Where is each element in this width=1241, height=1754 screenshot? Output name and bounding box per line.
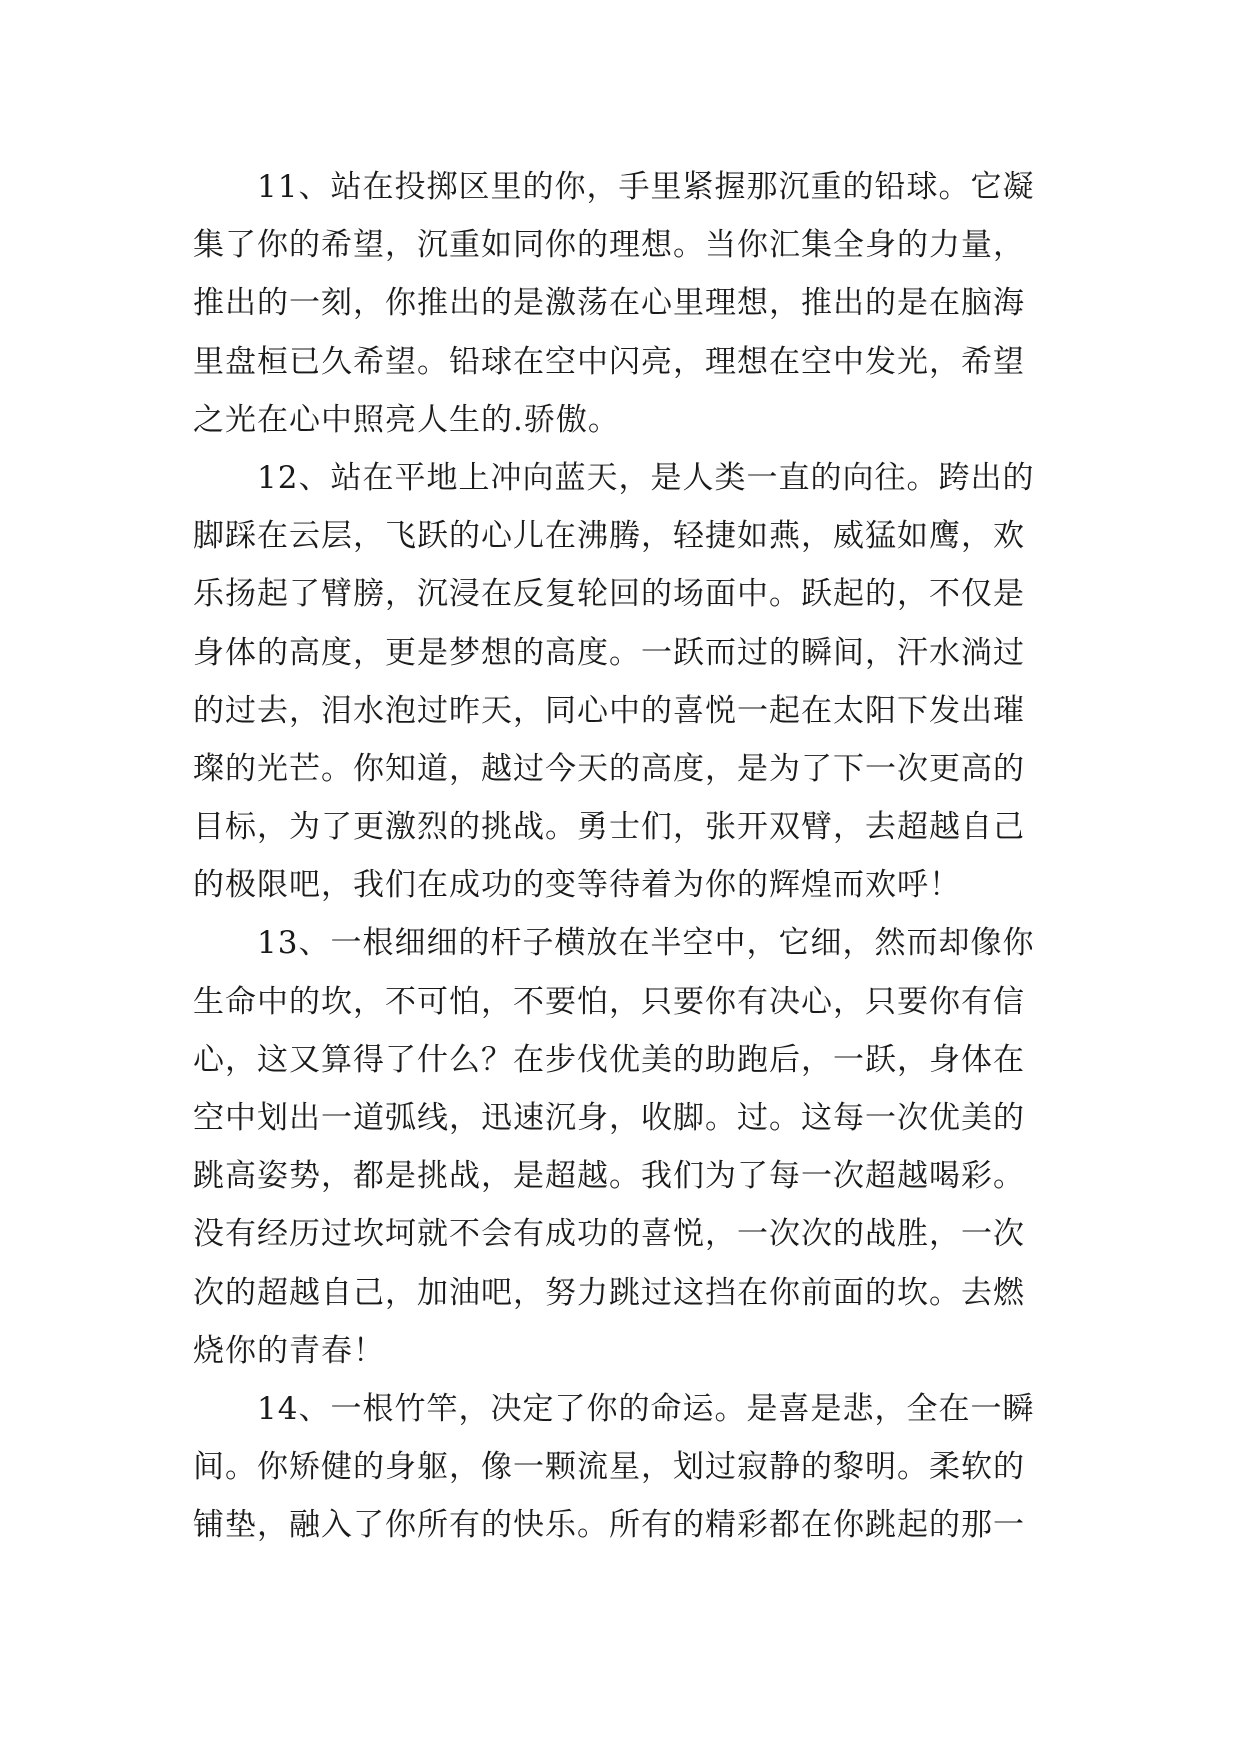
paragraph-11-line-3: 推出的一刻，你推出的是激荡在心里理想，推出的是在脑海 — [193, 285, 1025, 322]
body-text — [193, 158, 1053, 1555]
paragraph-13-line-8: 烧你的青春！ — [193, 1332, 385, 1369]
paragraph-12-line-5: 的过去，泪水泡过昨天，同心中的喜悦一起在太阳下发出璀 — [193, 692, 1025, 729]
paragraph-12-line-4: 身体的高度，更是梦想的高度。一跃而过的瞬间，汗水淌过 — [193, 634, 1025, 671]
paragraph-12-line-6: 璨的光芒。你知道，越过今天的高度，是为了下一次更高的 — [193, 750, 1025, 787]
paragraph-13-line-7: 次的超越自己，加油吧，努力跳过这挡在你前面的坎。去燃 — [193, 1274, 1025, 1311]
paragraph-13-line-1: 13、一根细细的杆子横放在半空中，它细，然而却像你 — [257, 925, 1035, 962]
paragraph-12-line-8: 的极限吧，我们在成功的变等待着为你的辉煌而欢呼！ — [193, 867, 961, 904]
paragraph-11-line-4: 里盘桓已久希望。铅球在空中闪亮，理想在空中发光，希望 — [193, 343, 1025, 380]
paragraph-11-line-1: 11、站在投掷区里的你，手里紧握那沉重的铅球。它凝 — [257, 169, 1035, 205]
paragraph-12-line-2: 脚踩在云层，飞跃的心儿在沸腾，轻捷如燕，威猛如鹰，欢 — [193, 518, 1025, 555]
paragraph-14-line-3: 铺垫，融入了你所有的快乐。所有的精彩都在你跳起的那一 — [193, 1507, 1025, 1544]
paragraph-12-line-1: 12、站在平地上冲向蓝天，是人类一直的向往。跨出的 — [257, 459, 1035, 496]
paragraph-13-line-6: 没有经历过坎坷就不会有成功的喜悦，一次次的战胜，一次 — [193, 1216, 1025, 1253]
paragraph-14-line-2: 间。你矫健的身躯，像一颗流星，划过寂静的黎明。柔软的 — [193, 1449, 1025, 1486]
paragraph-11-line-2: 集了你的希望，沉重如同你的理想。当你汇集全身的力量， — [193, 227, 1025, 264]
paragraph-12-line-3: 乐扬起了臂膀，沉浸在反复轮回的场面中。跃起的，不仅是 — [193, 576, 1025, 613]
paragraph-14-line-1: 14、一根竹竿，决定了你的命运。是喜是悲，全在一瞬 — [257, 1390, 1035, 1427]
paragraph-13-line-5: 跳高姿势，都是挑战，是超越。我们为了每一次超越喝彩。 — [193, 1158, 1025, 1195]
paragraph-13-line-2: 生命中的坎，不可怕，不要怕，只要你有决心，只要你有信 — [193, 983, 1025, 1020]
paragraph-13-line-4: 空中划出一道弧线，迅速沉身，收脚。过。这每一次优美的 — [193, 1100, 1025, 1136]
paragraph-11-line-5: 之光在心中照亮人生的.骄傲。 — [193, 401, 620, 438]
paragraph-12-line-7: 目标，为了更激烈的挑战。勇士们，张开双臂，去超越自己 — [193, 809, 1025, 846]
paragraph-13-line-3: 心，这又算得了什么？在步伐优美的助跑后，一跃，身体在 — [193, 1041, 1025, 1078]
